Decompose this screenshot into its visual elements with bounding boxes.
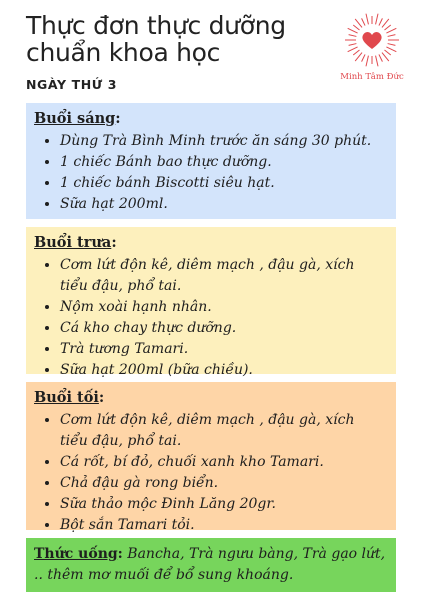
list-item: • Sữa hạt 200ml (bữa chiều). <box>60 360 386 381</box>
day-subtitle: NGÀY THỨ 3 <box>26 77 118 92</box>
drink-section: Thức uống: Bancha, Trà ngưu bàng, Trà gạo lứt, .. thêm mơ muối để bổ sung khoáng. <box>26 538 396 592</box>
list-item: • Cơm lứt độn kê, diêm mạch , đậu gà, xích tiểu đậu, phổ tai. <box>60 410 386 452</box>
morning-heading: Buổi sáng: <box>34 110 121 127</box>
list-item: • Trà tương Tamari. <box>60 339 386 360</box>
noon-heading: Buổi trưa: <box>34 234 117 251</box>
list-item: • Cá kho chay thực dưỡng. <box>60 318 386 339</box>
list-item: • Cá rốt, bí đỏ, chuối xanh kho Tamari. <box>60 452 386 473</box>
drink-label: Thức uống <box>34 546 118 562</box>
list-item: • 1 chiếc bánh Biscotti siêu hạt. <box>60 173 386 194</box>
heart-sun-icon <box>344 12 400 68</box>
brand-logo <box>334 12 410 100</box>
morning-list <box>34 131 386 215</box>
list-item: • Cơm lứt độn kê, diêm mạch , đậu gà, xích tiểu đậu, phổ tai. <box>60 255 386 297</box>
noon-list <box>34 255 386 381</box>
list-item: • Dùng Trà Bình Minh trước ăn sáng 30 phút. <box>60 131 386 152</box>
brand-name: Minh Tâm Đức <box>340 72 404 82</box>
evening-list <box>34 410 386 536</box>
list-item: • Sữa thảo mộc Đinh Lăng 20gr. <box>60 494 386 515</box>
list-item: • Sữa hạt 200ml. <box>60 194 386 215</box>
page-title: Thực đơn thực dưỡng chuẩn khoa học <box>26 11 286 67</box>
morning-section <box>26 103 396 219</box>
evening-heading: Buổi tối: <box>34 389 105 406</box>
list-item: • Chả đậu gà rong biển. <box>60 473 386 494</box>
list-item: • 1 chiếc Bánh bao thực dưỡng. <box>60 152 386 173</box>
list-item: • Nộm xoài hạnh nhân. <box>60 297 386 318</box>
list-item: • Bột sắn Tamari tỏi. <box>60 515 386 536</box>
evening-section <box>26 382 396 533</box>
drink-text: Bancha, Trà ngưu bàng, Trà gạo lứt, .. thêm mơ muối để bổ sung khoáng. <box>34 546 386 583</box>
noon-section <box>26 227 396 378</box>
